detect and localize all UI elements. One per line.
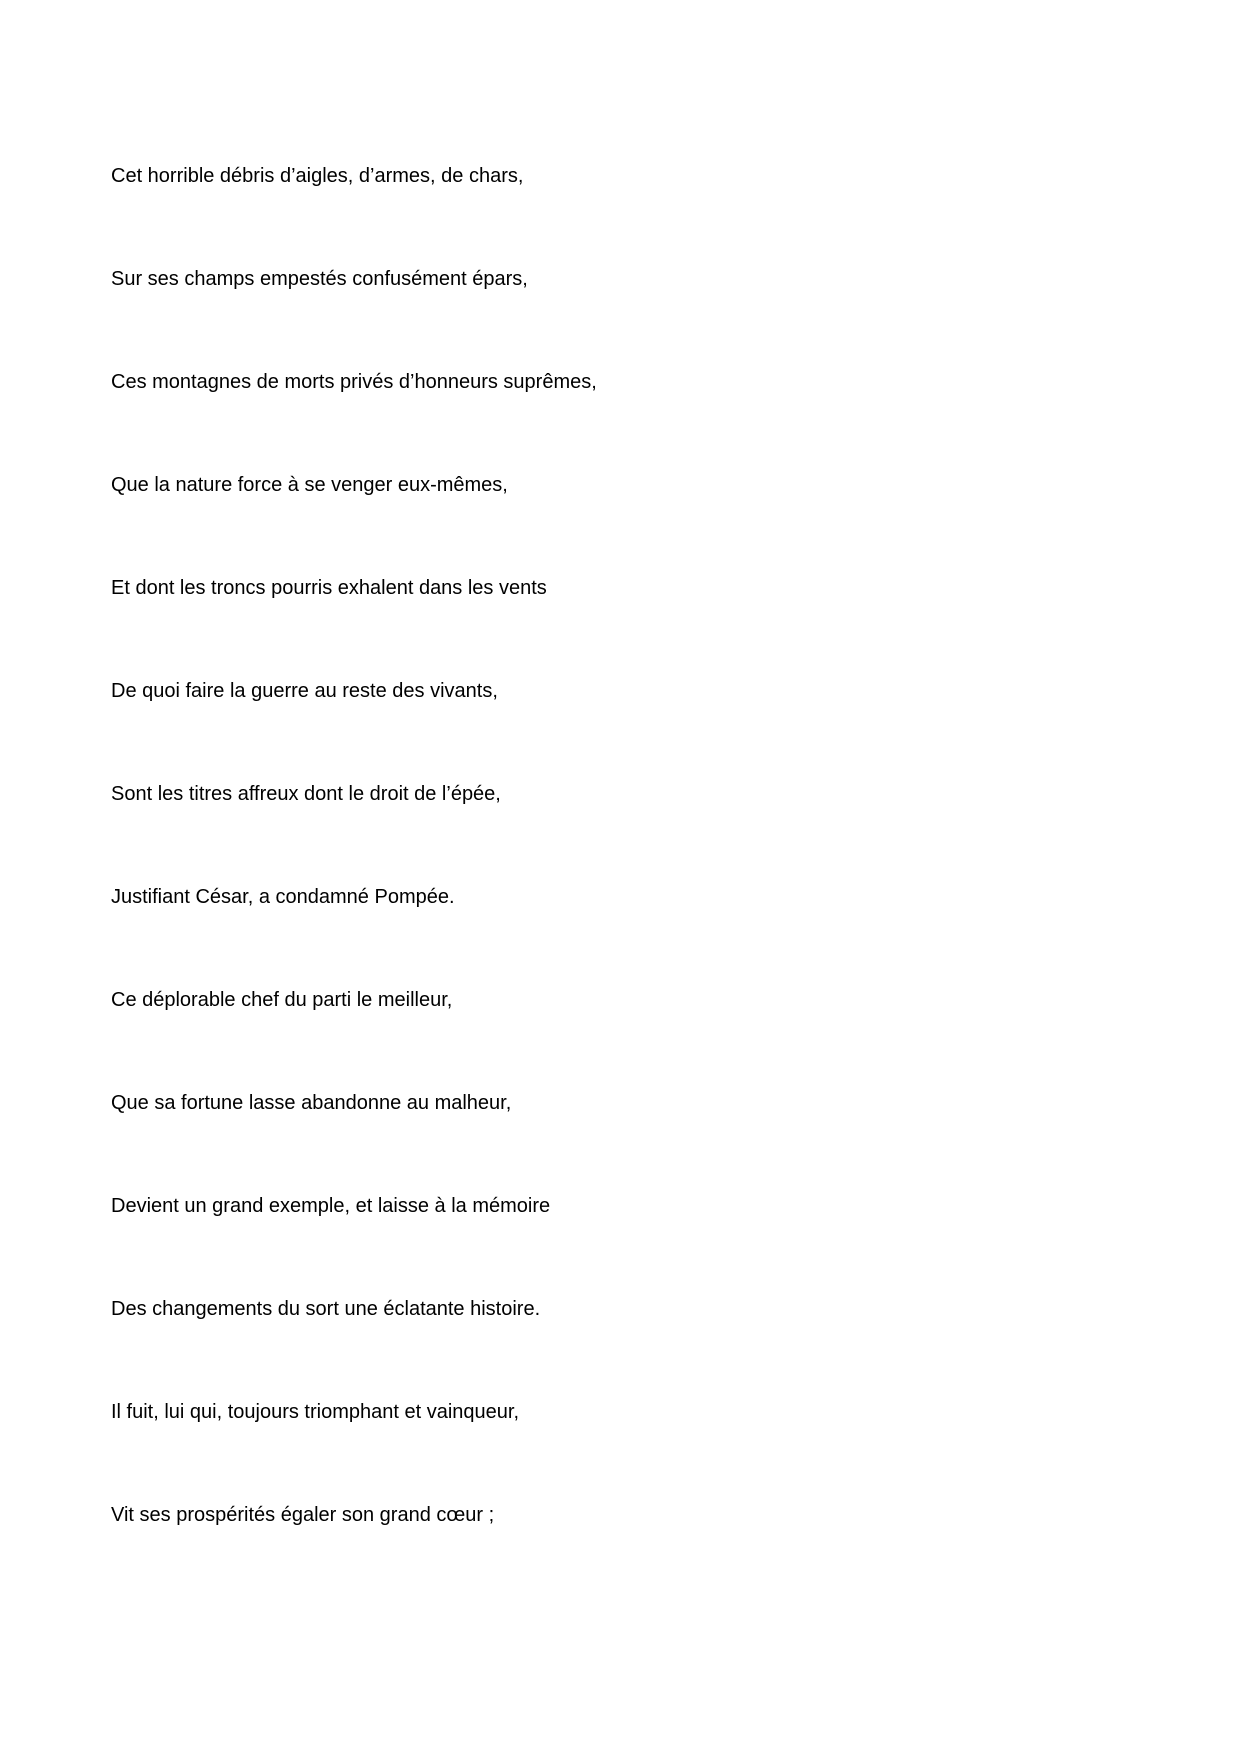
verse-line: Et dont les troncs pourris exhalent dans les vents [111, 577, 547, 599]
verse-line: Sur ses champs empestés confusément épars, [111, 268, 528, 290]
verse-line: Ces montagnes de morts privés d’honneurs suprêmes, [111, 371, 597, 393]
verse-line: Il fuit, lui qui, toujours triomphant et vainqueur, [111, 1401, 520, 1423]
verse-list [111, 162, 597, 1604]
verse-line: Que sa fortune lasse abandonne au malheur, [111, 1092, 512, 1114]
verse-line: Des changements du sort une éclatante histoire. [111, 1298, 541, 1320]
verse-line: Cet horrible débris d’aigles, d’armes, de chars, [111, 165, 524, 187]
verse-line: Que la nature force à se venger eux-mêmes, [111, 474, 508, 496]
verse-line: Justifiant César, a condamné Pompée. [111, 886, 455, 908]
verse-line: Devient un grand exemple, et laisse à la mémoire [111, 1195, 551, 1217]
verse-line: Ce déplorable chef du parti le meilleur, [111, 989, 453, 1011]
verse-line: Vit ses prospérités égaler son grand cœur ; [111, 1504, 495, 1526]
verse-line: De quoi faire la guerre au reste des vivants, [111, 680, 498, 702]
verse-line: Sont les titres affreux dont le droit de l’épée, [111, 783, 501, 805]
